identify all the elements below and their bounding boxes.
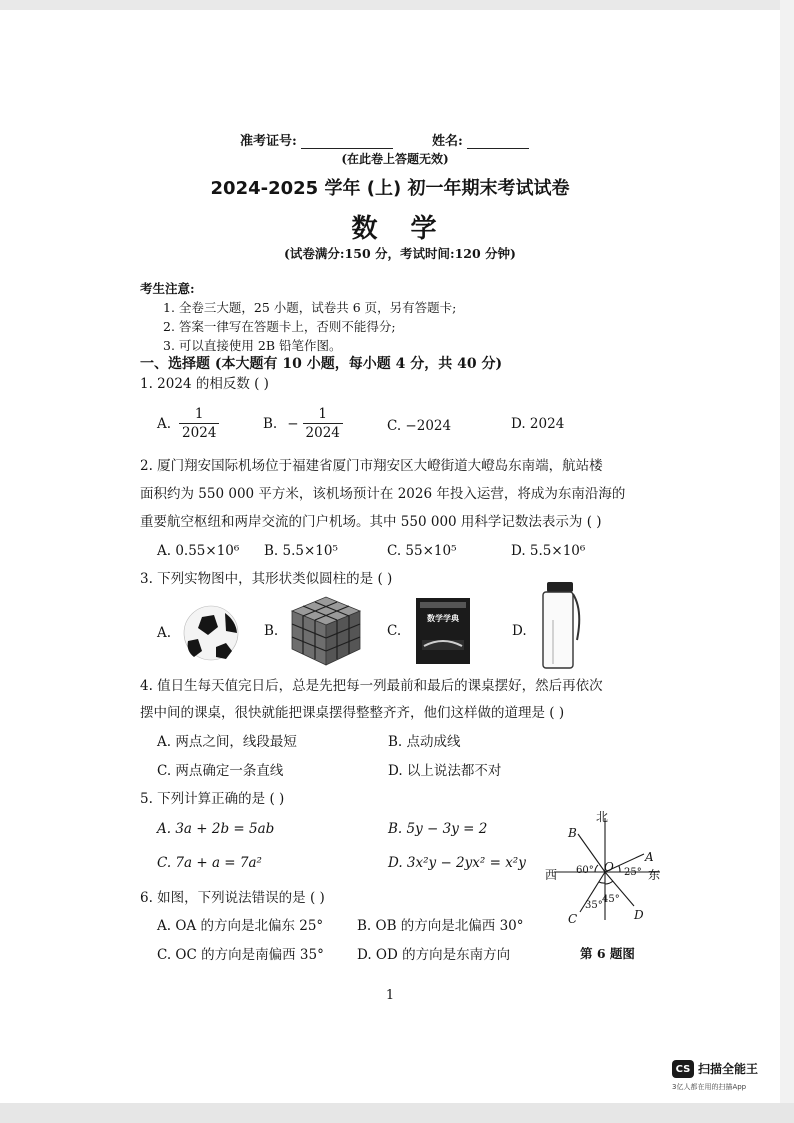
q1-option-a-label: A. xyxy=(157,415,172,432)
instruction-item: 1. 全卷三大题，25 小题，试卷共 6 页，另有答题卡; xyxy=(163,300,457,315)
scan-bottom-edge xyxy=(0,1103,794,1123)
q5-option-b: B. 5y − 3y = 2 xyxy=(388,821,488,837)
west-label: 西 xyxy=(545,868,558,882)
fraction-numerator: 1 xyxy=(303,405,343,424)
exam-id-label: 准考证号: xyxy=(240,134,297,149)
q2-line: 2. 厦门翔安国际机场位于福建省厦门市翔安区大嶝街道大嶝岛东南端，航站楼 xyxy=(140,458,603,474)
fraction-denominator: 2024 xyxy=(182,425,217,441)
point-o-label: O xyxy=(604,860,614,874)
q3-option-c: C. xyxy=(387,623,402,639)
scanner-brand: 扫描全能王 xyxy=(698,1062,759,1076)
name-field xyxy=(432,130,529,149)
exam-id-blank xyxy=(301,135,393,149)
q2-option-c: C. 55×10⁵ xyxy=(387,543,457,559)
q5-option-a: A. 3a + 2b = 5ab xyxy=(157,821,275,837)
scan-top-edge xyxy=(0,0,794,10)
q4-option-d: D. 以上说法都不对 xyxy=(388,763,502,779)
angle-arc-45 xyxy=(605,881,613,884)
exam-meta: (试卷满分:150 分，考试时间:120 分钟) xyxy=(284,246,516,261)
water-bottle-image xyxy=(537,580,587,672)
q3-option-d: D. xyxy=(512,623,527,639)
angle-45-label: 45° xyxy=(602,894,620,905)
q1-option-b-label: B. xyxy=(263,415,278,432)
q1-option-b-sign: − xyxy=(287,415,299,432)
scan-right-edge xyxy=(780,0,794,1123)
q6-option-c: C. OC 的方向是南偏西 35° xyxy=(157,947,324,963)
rubiks-cube-image xyxy=(286,593,366,667)
q4-option-a: A. 两点之间，线段最短 xyxy=(157,734,297,750)
figure-caption: 第 6 题图 xyxy=(580,946,635,961)
book-image xyxy=(414,596,472,666)
q5-option-c: C. 7a + a = 7a² xyxy=(157,855,262,871)
q6-option-b: B. OB 的方向是北偏西 30° xyxy=(357,918,524,934)
q4-line: 4. 值日生每天值完日后，总是先把每一列最前和最后的课桌摆好，然后再依次 xyxy=(140,678,603,694)
section-title: 一、选择题 (本大题有 10 小题，每小题 4 分，共 40 分) xyxy=(140,356,503,372)
name-blank xyxy=(467,135,529,149)
angle-arc-60 xyxy=(595,865,598,872)
point-b-label: B xyxy=(568,826,577,840)
answer-notice: (在此卷上答题无效) xyxy=(341,152,449,166)
q5-option-d: D. 3x²y − 2yx² = x²y xyxy=(388,855,526,871)
east-label: 东 xyxy=(648,868,661,882)
q3-stem: 3. 下列实物图中，其形状类似圆柱的是 ( ) xyxy=(140,571,393,587)
soccer-ball-image xyxy=(180,603,242,663)
q6-stem: 6. 如图，下列说法错误的是 ( ) xyxy=(140,890,325,906)
page-number: 1 xyxy=(385,988,395,1003)
q2-line: 重要航空枢纽和两岸交流的门户机场。其中 550 000 用科学记数法表示为 ( ) xyxy=(140,514,602,530)
q1-option-a-fraction xyxy=(179,405,219,442)
fraction-denominator: 2024 xyxy=(305,425,340,441)
scanner-logo: CS xyxy=(672,1060,694,1078)
q4-option-b: B. 点动成线 xyxy=(388,734,461,750)
subject-title: 数 学 xyxy=(351,214,449,244)
exam-id-field xyxy=(240,130,393,149)
q1-option-c: C. −2024 xyxy=(387,418,452,434)
q1-option-b xyxy=(263,405,343,442)
q2-line: 面积约为 550 000 平方米，该机场预计在 2026 年投入运营，将成为东南沿海的 xyxy=(140,486,626,502)
angle-arc-35 xyxy=(599,882,605,883)
q1-option-d: D. 2024 xyxy=(511,416,565,432)
book-title: 数学学典 xyxy=(427,614,459,623)
name-label: 姓名: xyxy=(432,134,463,149)
q4-option-c: C. 两点确定一条直线 xyxy=(157,763,284,779)
q5-stem: 5. 下列计算正确的是 ( ) xyxy=(140,791,285,807)
north-label: 北 xyxy=(596,810,609,824)
q1-option-a xyxy=(157,405,219,442)
instruction-item: 3. 可以直接使用 2B 铅笔作图。 xyxy=(163,338,342,353)
instructions-heading: 考生注意: xyxy=(140,281,195,296)
point-a-label: A xyxy=(645,850,654,864)
q1-option-b-fraction xyxy=(303,405,343,442)
q2-option-d: D. 5.5×10⁶ xyxy=(511,543,586,559)
angle-arc-25 xyxy=(619,866,620,872)
scanner-tagline: 3亿人都在用的扫描App xyxy=(672,1083,747,1091)
q3-option-b: B. xyxy=(264,623,279,639)
angle-60-label: 60° xyxy=(576,865,594,876)
fraction-numerator: 1 xyxy=(179,405,219,424)
q2-option-a: A. 0.55×10⁶ xyxy=(157,543,240,559)
point-d-label: D xyxy=(634,908,644,922)
angle-35-label: 35° xyxy=(585,900,603,911)
q1-stem: 1. 2024 的相反数 ( ) xyxy=(140,376,269,392)
angle-25-label: 25° xyxy=(624,867,642,878)
q4-line: 摆中间的课桌，很快就能把课桌摆得整整齐齐，他们这样做的道理是 ( ) xyxy=(140,705,565,721)
q3-option-a: A. xyxy=(157,625,172,641)
q2-option-b: B. 5.5×10⁵ xyxy=(264,543,338,559)
instruction-item: 2. 答案一律写在答题卡上，否则不能得分; xyxy=(163,319,396,334)
exam-title: 2024-2025 学年 (上) 初一年期末考试试卷 xyxy=(210,178,570,199)
q6-option-a: A. OA 的方向是北偏东 25° xyxy=(157,918,324,934)
q6-option-d: D. OD 的方向是东南方向 xyxy=(357,947,511,963)
point-c-label: C xyxy=(568,912,578,926)
